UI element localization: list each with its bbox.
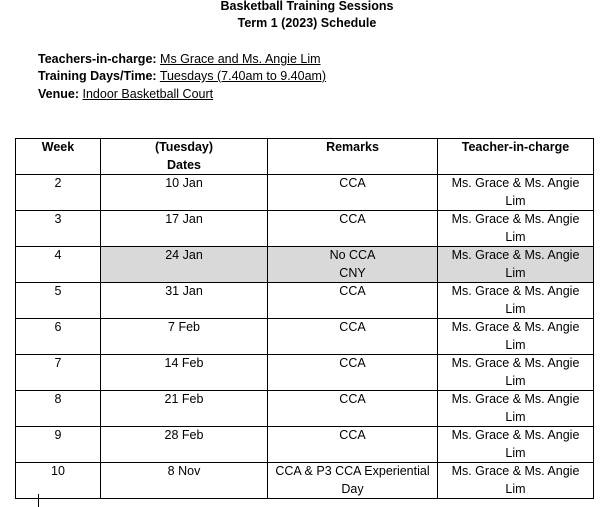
cell-date: 8 Nov <box>101 463 268 499</box>
venue-line <box>38 86 213 103</box>
header-teacher: Teacher-in-charge <box>438 139 594 175</box>
cell-date: 7 Feb <box>101 319 268 355</box>
cell-date: 10 Jan <box>101 175 268 211</box>
cell-date: 28 Feb <box>101 427 268 463</box>
table-row <box>16 175 594 211</box>
table-row <box>16 283 594 319</box>
header-week: Week <box>16 139 101 175</box>
cell-week: 4 <box>16 247 101 283</box>
cell-remarks: CCA & P3 CCA Experiential Day <box>268 463 438 499</box>
document-subtitle: Term 1 (2023) Schedule <box>237 16 377 30</box>
training-days-value: Tuesdays (7.40am to 9.40am) <box>159 69 327 83</box>
cell-remarks: CCA <box>268 283 438 319</box>
cell-week: 5 <box>16 283 101 319</box>
teachers-line <box>38 51 321 68</box>
table-row <box>16 427 594 463</box>
cell-remarks: CCA <box>268 319 438 355</box>
training-days-label: Training Days/Time: <box>38 69 157 83</box>
cell-teacher: Ms. Grace & Ms. Angie Lim <box>438 247 594 283</box>
cell-week: 6 <box>16 319 101 355</box>
cell-remarks: CCA <box>268 391 438 427</box>
cell-teacher: Ms. Grace & Ms. Angie Lim <box>438 391 594 427</box>
cell-remarks <box>268 247 438 283</box>
cell-teacher: Ms. Grace & Ms. Angie Lim <box>438 175 594 211</box>
table-row <box>16 211 594 247</box>
cell-remarks: CCA <box>268 211 438 247</box>
header-dates-line2: Dates <box>166 157 202 172</box>
cell-teacher: Ms. Grace & Ms. Angie Lim <box>438 283 594 319</box>
cell-date: 17 Jan <box>101 211 268 247</box>
cell-teacher: Ms. Grace & Ms. Angie Lim <box>438 463 594 499</box>
cell-remarks: CCA <box>268 427 438 463</box>
cell-remarks-line1: No CCA <box>329 248 376 262</box>
cell-teacher: Ms. Grace & Ms. Angie Lim <box>438 355 594 391</box>
teachers-value: Ms Grace and Ms. Angie Lim <box>160 52 321 66</box>
cell-date: 31 Jan <box>101 283 268 319</box>
cell-week: 10 <box>16 463 101 499</box>
schedule-table <box>15 138 594 499</box>
header-dates <box>101 139 268 175</box>
cell-date: 21 Feb <box>101 391 268 427</box>
training-days-line <box>38 68 326 85</box>
table-row <box>16 247 594 283</box>
table-row <box>16 463 594 499</box>
cell-week: 2 <box>16 175 101 211</box>
table-row <box>16 355 594 391</box>
teachers-label: Teachers-in-charge: <box>38 52 157 66</box>
cell-week: 7 <box>16 355 101 391</box>
cell-remarks: CCA <box>268 355 438 391</box>
cell-remarks: CCA <box>268 175 438 211</box>
cell-teacher: Ms. Grace & Ms. Angie Lim <box>438 211 594 247</box>
document-title: Basketball Training Sessions <box>220 0 394 13</box>
cell-remarks-line2: CNY <box>339 265 366 280</box>
venue-value: Indoor Basketball Court <box>82 87 214 101</box>
header-remarks: Remarks <box>268 139 438 175</box>
text-cursor <box>38 494 39 507</box>
table-row <box>16 391 594 427</box>
cell-date: 14 Feb <box>101 355 268 391</box>
table-row <box>16 319 594 355</box>
cell-teacher: Ms. Grace & Ms. Angie Lim <box>438 427 594 463</box>
cell-date: 24 Jan <box>101 247 268 283</box>
cell-teacher: Ms. Grace & Ms. Angie Lim <box>438 319 594 355</box>
header-dates-line1: (Tuesday) <box>154 140 214 154</box>
table-header-row <box>16 139 594 175</box>
venue-label: Venue: <box>38 87 79 101</box>
cell-week: 3 <box>16 211 101 247</box>
cell-week: 8 <box>16 391 101 427</box>
cell-week: 9 <box>16 427 101 463</box>
